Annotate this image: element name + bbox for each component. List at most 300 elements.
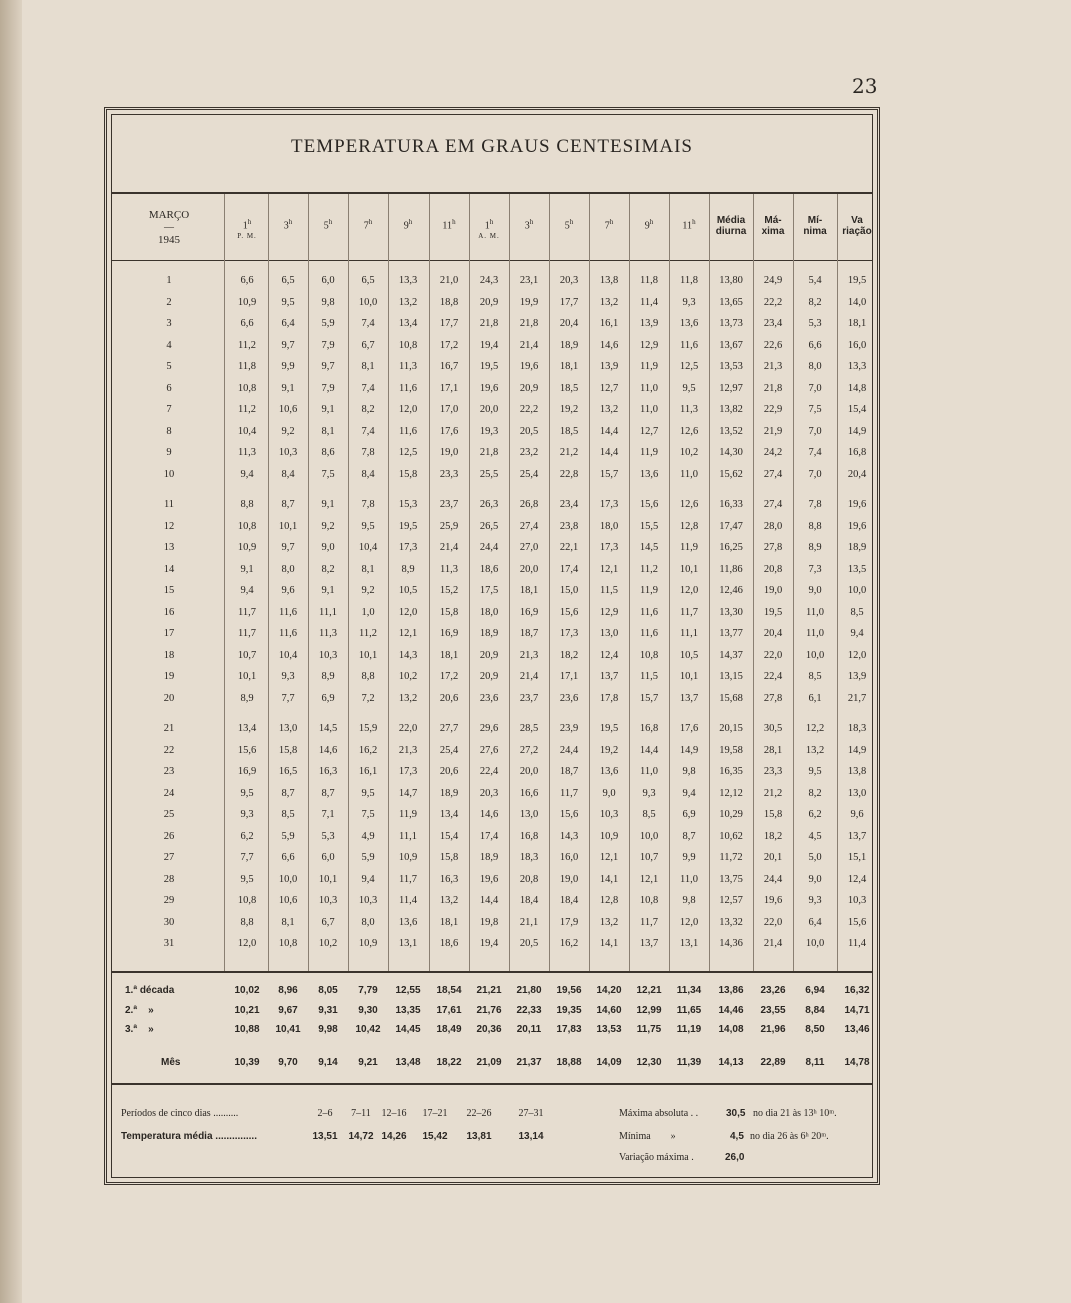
- value-cell: 22,0: [763, 916, 783, 928]
- summary-cell: 21,76: [476, 1005, 502, 1016]
- value-cell: 8,6: [321, 447, 335, 458]
- value-cell: 21,2: [763, 787, 783, 799]
- header-hour-unit: h: [452, 218, 456, 226]
- summary-cell: 21,09: [476, 1057, 502, 1068]
- day-cell: 15: [163, 585, 175, 596]
- value-cell: 11,6: [279, 628, 297, 639]
- value-cell: 13,53: [719, 361, 743, 372]
- value-cell: 15,8: [439, 852, 459, 863]
- value-cell: 16,2: [559, 938, 579, 949]
- value-cell: 9,8: [682, 766, 696, 777]
- value-cell: 8,1: [281, 916, 295, 928]
- value-cell: 16,6: [519, 787, 539, 799]
- value-cell: 11,6: [399, 382, 417, 394]
- value-cell: 23,6: [559, 692, 579, 704]
- periods-label: Períodos de cinco dias ..........: [121, 1108, 239, 1119]
- value-cell: 18,1: [559, 361, 579, 372]
- value-cell: 10,7: [237, 649, 257, 661]
- value-cell: 19,6: [479, 873, 499, 885]
- value-cell: 26,8: [519, 499, 539, 510]
- summary-cell: 23,26: [760, 985, 786, 996]
- value-cell: 13,5: [847, 563, 867, 575]
- value-cell: 10,4: [237, 425, 257, 437]
- value-cell: 21,3: [519, 649, 539, 661]
- value-cell: 13,6: [599, 766, 619, 777]
- value-cell: 17,8: [599, 692, 619, 704]
- header-period: A. M.: [478, 232, 500, 241]
- mean-label: Temperatura média ...............: [121, 1131, 257, 1142]
- header-hour-number: 11: [442, 220, 453, 232]
- value-cell: 13,2: [599, 916, 619, 928]
- value-cell: 16,7: [439, 361, 459, 372]
- value-cell: 18,0: [599, 520, 619, 532]
- value-cell: 20,6: [439, 692, 459, 704]
- value-cell: 27,8: [763, 692, 783, 704]
- value-cell: 9,9: [682, 852, 696, 863]
- value-cell: 16,5: [278, 766, 298, 777]
- value-cell: 12,7: [639, 425, 659, 437]
- header-hour-5: [388, 217, 428, 231]
- value-cell: 11,7: [640, 916, 658, 928]
- value-cell: 19,6: [847, 520, 867, 532]
- value-cell: 11,2: [238, 339, 256, 351]
- value-cell: 7,0: [808, 468, 822, 480]
- summary-cell: 8,11: [805, 1057, 825, 1068]
- value-cell: 10,0: [278, 873, 298, 885]
- max-abs-value: 30,5: [726, 1108, 746, 1119]
- day-cell: 22: [163, 744, 175, 756]
- value-cell: 17,3: [398, 542, 418, 553]
- value-cell: 27,0: [519, 542, 539, 553]
- value-cell: 26,5: [479, 520, 499, 532]
- value-cell: 6,6: [240, 318, 254, 329]
- value-cell: 27,7: [439, 723, 459, 734]
- value-cell: 11,2: [238, 404, 256, 415]
- value-cell: 19,6: [479, 382, 499, 394]
- value-cell: 7,4: [361, 425, 375, 437]
- value-cell: 11,0: [806, 606, 824, 618]
- value-cell: 10,4: [278, 649, 298, 661]
- summary-cell: 22,33: [516, 1005, 542, 1016]
- value-cell: 28,1: [763, 744, 783, 756]
- value-cell: 20,8: [519, 873, 539, 885]
- value-cell: 19,2: [559, 404, 579, 415]
- summary-cell: 10,88: [234, 1024, 260, 1035]
- value-cell: 18,1: [519, 585, 539, 596]
- summary-cell: 6,94: [805, 985, 825, 996]
- value-cell: 27,4: [519, 520, 539, 532]
- value-cell: 17,3: [599, 542, 619, 553]
- value-cell: 7,5: [361, 809, 375, 820]
- summary-cell: 23,55: [760, 1005, 786, 1016]
- value-cell: 22,0: [763, 649, 783, 661]
- column-divider: [224, 194, 225, 971]
- value-cell: 17,5: [479, 585, 499, 596]
- value-cell: 6,2: [240, 830, 254, 842]
- summary-cell: 12,99: [636, 1005, 662, 1016]
- value-cell: 20,6: [439, 766, 459, 777]
- value-cell: 20,0: [519, 563, 539, 575]
- value-cell: 13,9: [599, 361, 619, 372]
- mean-value: 14,72: [348, 1131, 374, 1142]
- value-cell: 12,0: [847, 649, 867, 661]
- value-cell: 19,0: [763, 585, 783, 596]
- summary-cell: 21,37: [516, 1057, 542, 1068]
- value-cell: 10,3: [318, 649, 338, 661]
- value-cell: 9,0: [808, 585, 822, 596]
- value-cell: 10,9: [237, 542, 257, 553]
- value-cell: 6,6: [240, 275, 254, 286]
- day-cell: 31: [163, 938, 175, 949]
- day-cell: 29: [163, 895, 175, 906]
- header-stat-1: [707, 215, 755, 237]
- summary-cell: 9,21: [358, 1057, 378, 1068]
- summary-cell: 9,67: [278, 1005, 298, 1016]
- value-cell: 8,7: [321, 787, 335, 799]
- value-cell: 22,4: [763, 671, 783, 682]
- value-cell: 19,6: [519, 361, 539, 372]
- value-cell: 14,5: [639, 542, 659, 553]
- period-value: 12–16: [381, 1108, 407, 1119]
- summary-cell: 13,48: [395, 1057, 421, 1068]
- value-cell: 6,6: [808, 339, 822, 351]
- value-cell: 10,3: [318, 895, 338, 906]
- summary-cell: 22,89: [760, 1057, 786, 1068]
- value-cell: 10,0: [847, 585, 867, 596]
- value-cell: 10,0: [805, 938, 825, 949]
- value-cell: 20,9: [479, 671, 499, 682]
- value-cell: 21,8: [763, 382, 783, 394]
- header-stat-line1: Va: [851, 215, 863, 226]
- value-cell: 13,2: [599, 404, 619, 415]
- value-cell: 24,4: [559, 744, 579, 756]
- value-cell: 9,4: [361, 873, 375, 885]
- value-cell: 24,3: [479, 275, 499, 286]
- value-cell: 12,5: [398, 447, 418, 458]
- value-cell: 12,1: [398, 628, 418, 639]
- value-cell: 18,1: [439, 916, 459, 928]
- summary-cell: 16,32: [844, 985, 870, 996]
- value-cell: 17,2: [439, 339, 459, 351]
- day-cell: 8: [166, 425, 172, 437]
- value-cell: 10,2: [398, 671, 418, 682]
- value-cell: 11,7: [680, 606, 698, 618]
- value-cell: 12,97: [719, 382, 743, 394]
- data-bottom-rule: [111, 971, 873, 973]
- value-cell: 10,9: [237, 296, 257, 308]
- value-cell: 11,9: [680, 542, 698, 553]
- summary-cell: 13,46: [844, 1024, 870, 1035]
- value-cell: 21,3: [763, 361, 783, 372]
- value-cell: 15,4: [439, 830, 459, 842]
- value-cell: 17,2: [439, 671, 459, 682]
- day-cell: 14: [163, 563, 175, 575]
- period-value: 27–31: [518, 1108, 544, 1119]
- value-cell: 23,7: [519, 692, 539, 704]
- summary-cell: 11,65: [676, 1005, 702, 1016]
- value-cell: 15,7: [599, 468, 619, 480]
- summary-cell: 8,05: [318, 985, 338, 996]
- value-cell: 27,6: [479, 744, 499, 756]
- value-cell: 20,9: [479, 296, 499, 308]
- summary-cell: 11,19: [676, 1024, 702, 1035]
- value-cell: 8,8: [808, 520, 822, 532]
- value-cell: 16,9: [439, 628, 459, 639]
- day-cell: 13: [163, 542, 175, 553]
- value-cell: 18,9: [439, 787, 459, 799]
- value-cell: 21,3: [398, 744, 418, 756]
- header-hour-unit: h: [692, 218, 696, 226]
- summary-cell: 19,56: [556, 985, 582, 996]
- day-cell: 20: [163, 692, 175, 704]
- value-cell: 9,5: [361, 520, 375, 532]
- value-cell: 19,2: [599, 744, 619, 756]
- value-cell: 19,5: [479, 361, 499, 372]
- value-cell: 14,37: [719, 649, 743, 661]
- value-cell: 14,6: [599, 339, 619, 351]
- day-cell: 12: [163, 520, 175, 532]
- value-cell: 12,1: [599, 852, 619, 863]
- value-cell: 5,9: [281, 830, 295, 842]
- min-abs-label: Mínima »: [619, 1131, 676, 1142]
- min-abs-value: 4,5: [730, 1131, 744, 1142]
- value-cell: 12,0: [679, 916, 699, 928]
- value-cell: 11,1: [399, 830, 417, 842]
- column-divider: [793, 194, 794, 971]
- value-cell: 12,5: [679, 361, 699, 372]
- value-cell: 12,1: [599, 563, 619, 575]
- value-cell: 9,1: [281, 382, 295, 394]
- value-cell: 17,47: [719, 520, 743, 532]
- value-cell: 9,3: [281, 671, 295, 682]
- value-cell: 10,1: [679, 563, 699, 575]
- header-period: P. M.: [237, 232, 257, 241]
- header-hour-number: 11: [682, 220, 693, 232]
- value-cell: 8,9: [321, 671, 335, 682]
- value-cell: 14,0: [847, 296, 867, 308]
- header-hour-number: 7: [363, 220, 369, 232]
- value-cell: 18,7: [559, 766, 579, 777]
- day-cell: 11: [163, 499, 175, 510]
- value-cell: 12,12: [719, 787, 743, 799]
- value-cell: 11,3: [440, 563, 458, 575]
- header-dash: —: [164, 222, 174, 233]
- value-cell: 18,6: [479, 563, 499, 575]
- value-cell: 22,1: [559, 542, 579, 553]
- value-cell: 5,3: [321, 830, 335, 842]
- value-cell: 12,0: [398, 606, 418, 618]
- value-cell: 11,0: [680, 873, 698, 885]
- header-hour-1: [227, 217, 267, 242]
- summary-cell: 10,41: [275, 1024, 301, 1035]
- value-cell: 15,5: [639, 520, 659, 532]
- header-year: 1945: [158, 234, 180, 246]
- value-cell: 9,4: [682, 787, 696, 799]
- value-cell: 15,6: [847, 916, 867, 928]
- value-cell: 8,1: [361, 361, 375, 372]
- value-cell: 8,4: [281, 468, 295, 480]
- value-cell: 14,4: [479, 895, 499, 906]
- header-hour-6: [429, 217, 469, 231]
- value-cell: 10,3: [847, 895, 867, 906]
- value-cell: 24,9: [763, 275, 783, 286]
- value-cell: 13,1: [398, 938, 418, 949]
- value-cell: 16,35: [719, 766, 743, 777]
- value-cell: 11,6: [640, 606, 658, 618]
- value-cell: 21,2: [559, 447, 579, 458]
- value-cell: 29,6: [479, 723, 499, 734]
- value-cell: 13,9: [847, 671, 867, 682]
- value-cell: 21,0: [439, 275, 459, 286]
- value-cell: 13,3: [847, 361, 867, 372]
- header-hour-unit: h: [247, 218, 252, 226]
- value-cell: 18,1: [439, 649, 459, 661]
- mean-value: 13,81: [466, 1131, 492, 1142]
- value-cell: 25,4: [439, 744, 459, 756]
- value-cell: 12,0: [398, 404, 418, 415]
- summary-cell: 8,50: [805, 1024, 825, 1035]
- summary-cell: 14,13: [718, 1057, 744, 1068]
- value-cell: 16,8: [519, 830, 539, 842]
- value-cell: 16,33: [719, 499, 743, 510]
- value-cell: 10,9: [599, 830, 619, 842]
- value-cell: 14,1: [599, 873, 619, 885]
- value-cell: 19,8: [479, 916, 499, 928]
- summary-cell: 8,96: [278, 985, 298, 996]
- value-cell: 9,0: [321, 542, 335, 553]
- value-cell: 10,2: [318, 938, 338, 949]
- value-cell: 9,4: [850, 628, 864, 639]
- day-cell: 16: [163, 606, 175, 618]
- value-cell: 11,1: [680, 628, 698, 639]
- value-cell: 10,5: [679, 649, 699, 661]
- header-bottom-rule: [111, 260, 873, 261]
- day-cell: 28: [163, 873, 175, 885]
- header-hour-unit: h: [368, 218, 373, 226]
- value-cell: 18,6: [439, 938, 459, 949]
- value-cell: 15,8: [763, 809, 783, 820]
- header-stat-line2: diurna: [715, 226, 747, 237]
- value-cell: 16,3: [318, 766, 338, 777]
- value-cell: 16,8: [639, 723, 659, 734]
- summary-cell: 7,79: [358, 985, 378, 996]
- value-cell: 18,0: [479, 606, 499, 618]
- summary-cell: 21,96: [760, 1024, 786, 1035]
- value-cell: 7,7: [240, 852, 254, 863]
- value-cell: 9,2: [281, 425, 295, 437]
- value-cell: 13,2: [439, 895, 459, 906]
- value-cell: 21,9: [763, 425, 783, 437]
- value-cell: 14,36: [719, 938, 743, 949]
- var-max-label: Variação máxima .: [619, 1152, 694, 1163]
- header-hour-number: 5: [323, 220, 329, 232]
- value-cell: 8,5: [808, 671, 822, 682]
- value-cell: 20,9: [479, 649, 499, 661]
- value-cell: 22,8: [559, 468, 579, 480]
- value-cell: 12,1: [639, 873, 659, 885]
- value-cell: 14,3: [559, 830, 579, 842]
- value-cell: 11,2: [359, 628, 377, 639]
- value-cell: 27,4: [763, 499, 783, 510]
- summary-cell: 10,02: [234, 985, 260, 996]
- value-cell: 13,67: [719, 339, 743, 351]
- value-cell: 23,3: [763, 766, 783, 777]
- value-cell: 20,1: [763, 852, 783, 863]
- value-cell: 15,8: [278, 744, 298, 756]
- value-cell: 7,4: [808, 447, 822, 458]
- value-cell: 7,9: [321, 339, 335, 351]
- day-cell: 26: [163, 830, 175, 842]
- value-cell: 19,4: [479, 339, 499, 351]
- value-cell: 8,2: [808, 787, 822, 799]
- summary-label: Mês: [161, 1057, 181, 1068]
- value-cell: 10,3: [599, 809, 619, 820]
- summary-label: 3.ª »: [125, 1024, 154, 1035]
- summary-cell: 18,22: [436, 1057, 462, 1068]
- value-cell: 9,2: [321, 520, 335, 532]
- value-cell: 9,5: [361, 787, 375, 799]
- value-cell: 14,7: [398, 787, 418, 799]
- value-cell: 16,8: [847, 447, 867, 458]
- value-cell: 11,86: [719, 563, 743, 575]
- header-hour-4: [348, 217, 388, 231]
- summary-cell: 14,78: [844, 1057, 870, 1068]
- value-cell: 10,8: [278, 938, 298, 949]
- value-cell: 10,2: [679, 447, 699, 458]
- value-cell: 11,8: [238, 361, 256, 372]
- value-cell: 17,3: [599, 499, 619, 510]
- value-cell: 20,4: [847, 468, 867, 480]
- value-cell: 18,5: [559, 425, 579, 437]
- day-cell: 19: [163, 671, 175, 682]
- summary-label: 1.ª década: [125, 985, 175, 996]
- value-cell: 11,6: [640, 628, 658, 639]
- value-cell: 15,6: [237, 744, 257, 756]
- summary-cell: 18,54: [436, 985, 462, 996]
- header-stat-line1: Mí-: [807, 215, 823, 226]
- value-cell: 15,62: [719, 468, 743, 480]
- value-cell: 8,9: [808, 542, 822, 553]
- value-cell: 6,9: [682, 809, 696, 820]
- summary-cell: 12,21: [636, 985, 662, 996]
- value-cell: 21,8: [519, 318, 539, 329]
- value-cell: 7,1: [321, 809, 335, 820]
- value-cell: 15,7: [639, 692, 659, 704]
- value-cell: 11,8: [680, 275, 698, 286]
- header-hour-9: [549, 217, 589, 231]
- mean-value: 13,14: [518, 1131, 544, 1142]
- value-cell: 24,4: [763, 873, 783, 885]
- value-cell: 19,9: [519, 296, 539, 308]
- value-cell: 9,5: [240, 787, 254, 799]
- value-cell: 8,8: [240, 916, 254, 928]
- value-cell: 15,6: [559, 606, 579, 618]
- header-hour-unit: h: [489, 218, 494, 226]
- header-hour-3: [308, 217, 348, 231]
- header-hour-unit: h: [328, 218, 333, 226]
- value-cell: 20,3: [559, 275, 579, 286]
- value-cell: 12,2: [805, 723, 825, 734]
- value-cell: 11,0: [640, 404, 658, 415]
- value-cell: 19,0: [559, 873, 579, 885]
- summary-cell: 18,88: [556, 1057, 582, 1068]
- value-cell: 6,4: [808, 916, 822, 928]
- value-cell: 24,2: [763, 447, 783, 458]
- value-cell: 13,77: [719, 628, 743, 639]
- value-cell: 8,1: [321, 425, 335, 437]
- summary-cell: 14,60: [596, 1005, 622, 1016]
- value-cell: 5,9: [361, 852, 375, 863]
